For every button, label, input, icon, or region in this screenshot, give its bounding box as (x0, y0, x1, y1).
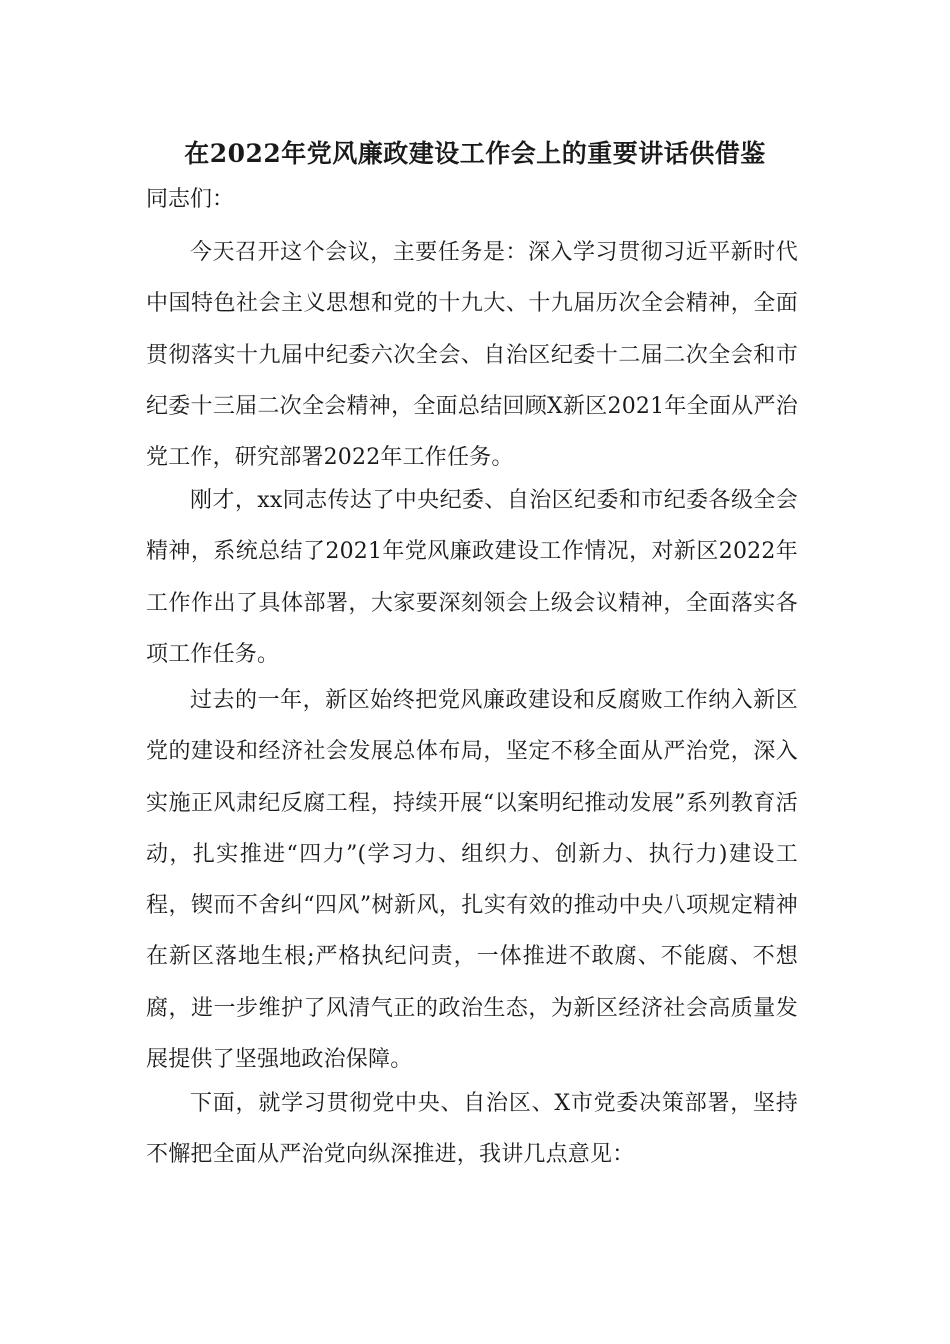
paragraph-opinions: 下面，就学习贯彻党中央、自治区、X市党委决策部署，坚持不懈把全面从严治党向纵深推进，我讲几点意见： (146, 1091, 798, 1168)
document-title: 在2022年党风廉政建设工作会上的重要讲话供借鉴 (184, 139, 766, 168)
paragraph-summary: 刚才，xx同志传达了中央纪委、自治区纪委和市纪委各级全会精神，系统总结了2021年党风廉政建设工作情况，对新区2022年工作作出了具体部署，大家要深刻领会上级会议精神，全面落实各项工作任务。 (146, 488, 798, 667)
paragraph-intro: 今天召开这个会议，主要任务是：深入学习贯彻习近平新时代中国特色社会主义思想和党的十九大、十九届历次全会精神，全面贯彻落实十九届中纪委六次全会、自治区纪委十二届二次全会和市纪委十三届二次全会精神，全面总结回顾X新区2021年全面从严治党工作，研究部署2022年工作任务。 (146, 240, 798, 471)
salutation: 同志们： (146, 187, 235, 212)
paragraph-review: 过去的一年，新区始终把党风廉政建设和反腐败工作纳入新区党的建设和经济社会发展总体布局，坚定不移全面从严治党，深入实施正风肃纪反腐工程，持续开展“以案明纪推动发展”系列教育活动，扎实推进“四力”(学习力、组织力、创新力、执行力)建设工程，锲而不舍纠“四风”树新风，扎实有效的推动中央八项规定精神在新区落地生根;严格执纪问责，一体推进不敢腐、不能腐、不想腐，进一步维护了风清气正的政治生态，为新区经济社会高质量发展提供了坚强地政治保障。 (146, 688, 798, 1073)
